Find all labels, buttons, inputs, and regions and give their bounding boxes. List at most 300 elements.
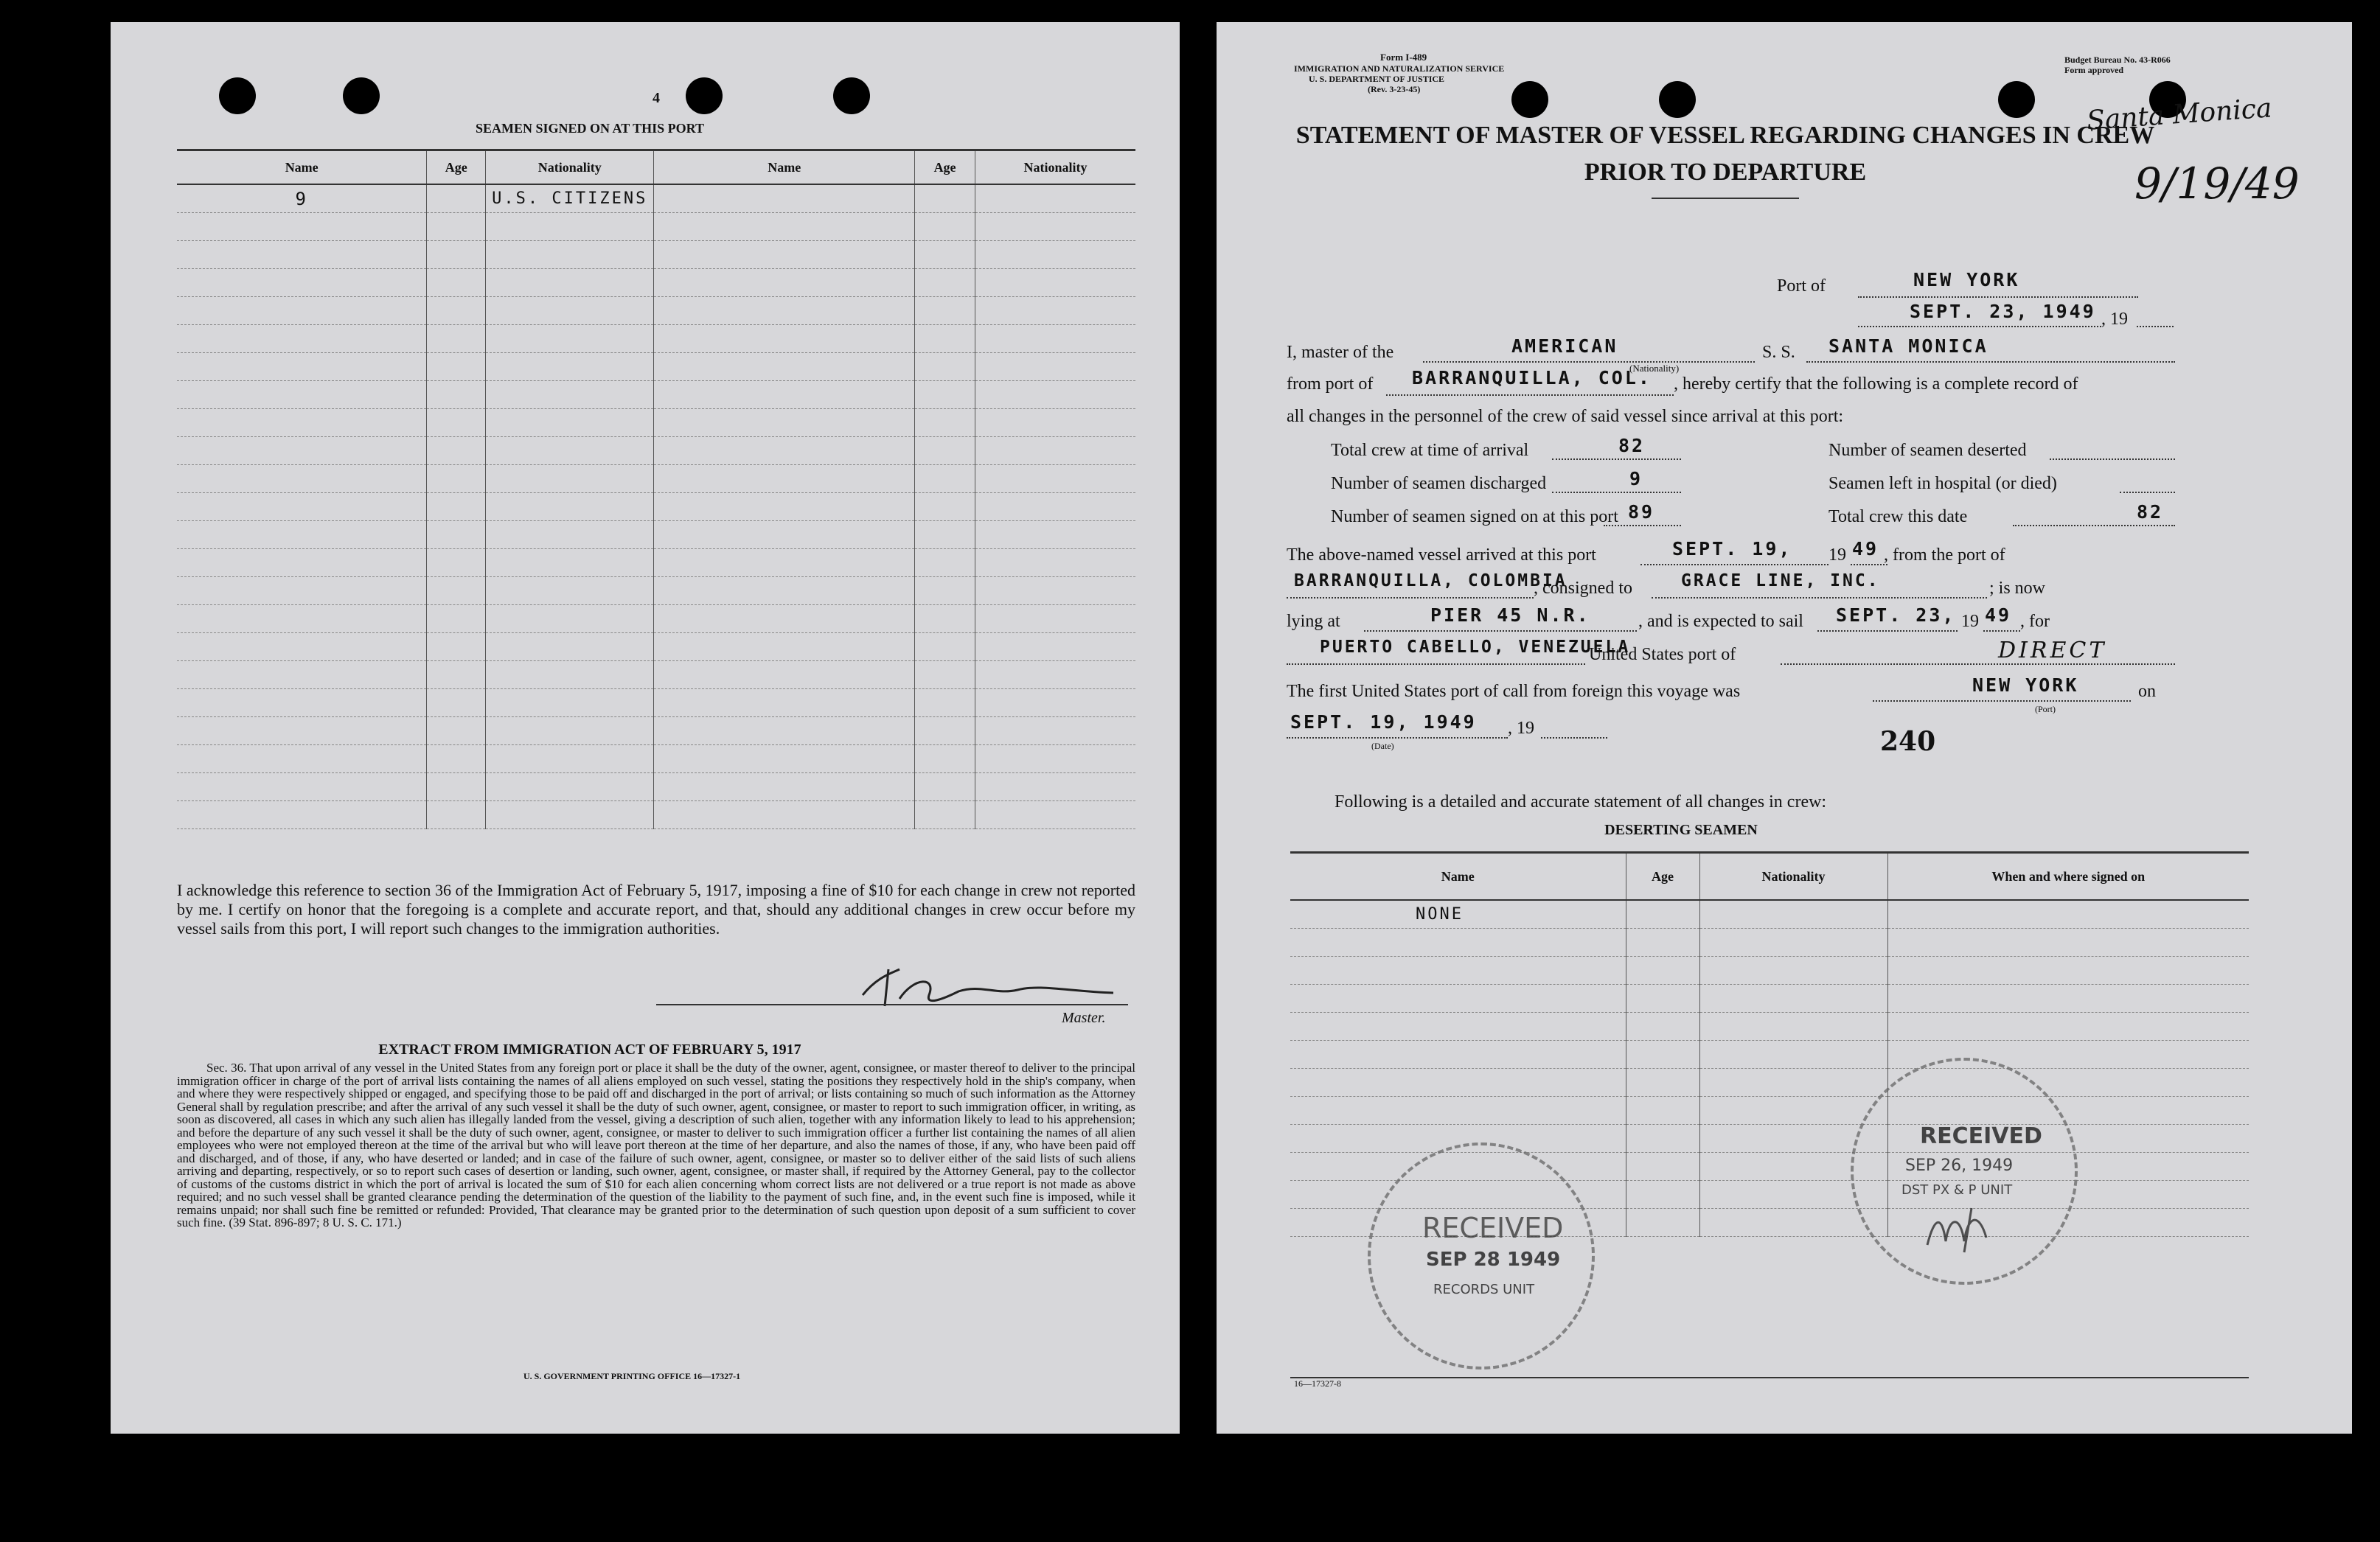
empty-cell <box>975 409 1135 437</box>
empty-cell <box>427 297 486 325</box>
empty-cell <box>177 213 427 241</box>
empty-cell <box>915 801 975 829</box>
discharged-value: 9 <box>1629 468 1643 489</box>
empty-cell <box>1699 1097 1887 1125</box>
empty-cell <box>1626 1125 1699 1153</box>
empty-cell <box>975 605 1135 633</box>
empty-cell <box>915 633 975 661</box>
empty-table-row <box>177 521 1135 549</box>
empty-cell <box>427 661 486 689</box>
sail-year-value: 49 <box>1985 604 2012 626</box>
empty-cell <box>654 325 915 353</box>
destination-value: PUERTO CABELLO, VENEZUELA <box>1320 638 1631 657</box>
col-age: Age <box>1626 853 1699 901</box>
field-line <box>1287 663 1585 665</box>
empty-cell <box>177 381 427 409</box>
port-of-label: Port of <box>1777 276 1826 296</box>
empty-cell <box>427 717 486 745</box>
lying-at-value: PIER 45 N.R. <box>1430 604 1590 626</box>
port-note: (Port) <box>2035 704 2056 714</box>
received-stamp <box>1851 1058 2078 1285</box>
us-port-value: DIRECT <box>1998 638 2107 663</box>
empty-table-row <box>1290 985 2249 1013</box>
empty-table-row <box>177 241 1135 269</box>
empty-cell <box>654 353 915 381</box>
deserting-heading: DESERTING SEAMEN <box>1604 822 1758 838</box>
table-row <box>1290 900 2249 929</box>
empty-table-row <box>177 465 1135 493</box>
empty-cell <box>1699 985 1887 1013</box>
empty-cell <box>177 409 427 437</box>
empty-cell <box>486 521 654 549</box>
bottom-rule <box>1290 1377 2249 1378</box>
cell-name: NONE <box>1290 900 1626 929</box>
empty-table-row <box>177 269 1135 297</box>
table-row <box>177 184 1135 213</box>
empty-cell <box>975 213 1135 241</box>
empty-cell <box>486 605 654 633</box>
field-line <box>1640 564 1829 565</box>
empty-cell <box>177 241 427 269</box>
empty-cell <box>975 577 1135 605</box>
received-stamp <box>1368 1142 1595 1370</box>
empty-cell <box>915 773 975 801</box>
empty-table-row <box>1290 1125 2249 1153</box>
budget-line: Budget Bureau No. 43-R066 <box>2064 55 2171 65</box>
empty-cell <box>915 605 975 633</box>
field-line <box>1552 458 1681 460</box>
empty-cell <box>177 801 427 829</box>
empty-cell <box>486 325 654 353</box>
empty-cell <box>915 689 975 717</box>
empty-cell <box>177 661 427 689</box>
field-line <box>1287 597 1534 599</box>
empty-cell <box>915 465 975 493</box>
field-line <box>1652 597 1987 599</box>
empty-cell <box>915 241 975 269</box>
empty-cell <box>427 577 486 605</box>
right-page <box>1217 22 2352 1434</box>
empty-cell <box>486 689 654 717</box>
empty-cell <box>1699 1013 1887 1041</box>
empty-table-row <box>177 661 1135 689</box>
stamp-line: DST PX & P UNIT <box>1901 1182 2013 1198</box>
empty-cell <box>975 325 1135 353</box>
field-line <box>1386 394 1674 396</box>
date-note: (Date) <box>1371 741 1394 751</box>
deserted-label: Number of seamen deserted <box>1829 441 2027 460</box>
handwritten-vessel: Santa Monica <box>2085 93 2273 136</box>
empty-cell <box>654 773 915 801</box>
expected-sail-label: , and is expected to sail <box>1638 612 1803 631</box>
empty-cell <box>427 325 486 353</box>
total-crew-arrival-value: 82 <box>1618 435 1646 456</box>
empty-table-row <box>177 801 1135 829</box>
total-crew-date-label: Total crew this date <box>1829 507 1968 526</box>
field-line <box>1873 700 2131 702</box>
empty-cell <box>177 689 427 717</box>
field-line <box>1423 361 1755 363</box>
empty-cell <box>915 297 975 325</box>
empty-cell <box>486 549 654 577</box>
col-nationality: Nationality <box>486 150 654 185</box>
empty-cell <box>975 241 1135 269</box>
stamp-number: 240 <box>1880 726 1936 757</box>
empty-cell <box>915 437 975 465</box>
master-of-label: I, master of the <box>1287 343 1394 362</box>
year-suffix: , 19 <box>2101 310 2128 329</box>
empty-table-row <box>1290 957 2249 985</box>
empty-cell <box>427 689 486 717</box>
us-port-label: United States port of <box>1589 645 1736 664</box>
empty-table-row <box>177 437 1135 465</box>
empty-table-row <box>177 549 1135 577</box>
empty-cell <box>915 521 975 549</box>
cell-age <box>1626 900 1699 929</box>
stamp-line: SEP 28 1949 <box>1426 1249 1561 1271</box>
col-when-where: When and where signed on <box>1887 853 2249 901</box>
empty-cell <box>975 297 1135 325</box>
col-age: Age <box>915 150 975 185</box>
empty-cell <box>975 745 1135 773</box>
empty-cell <box>1290 957 1626 985</box>
empty-cell <box>1626 957 1699 985</box>
empty-cell <box>915 353 975 381</box>
first-port-value: NEW YORK <box>1972 674 2079 696</box>
empty-cell <box>486 213 654 241</box>
empty-table-row <box>177 745 1135 773</box>
empty-cell <box>975 493 1135 521</box>
empty-cell <box>654 689 915 717</box>
empty-cell <box>654 437 915 465</box>
empty-cell <box>427 493 486 521</box>
budget-line: Form approved <box>2064 65 2124 75</box>
punch-hole <box>343 77 380 114</box>
empty-cell <box>177 605 427 633</box>
agency-line: IMMIGRATION AND NATURALIZATION SERVICE <box>1294 63 1505 74</box>
empty-table-row <box>1290 929 2249 957</box>
col-nationality: Nationality <box>975 150 1135 185</box>
empty-cell <box>177 745 427 773</box>
field-line <box>1552 492 1681 493</box>
empty-cell <box>177 325 427 353</box>
extract-title: EXTRACT FROM IMMIGRATION ACT OF FEBRUARY 5, 1917 <box>378 1042 801 1058</box>
empty-cell <box>654 213 915 241</box>
empty-cell <box>427 213 486 241</box>
empty-cell <box>427 437 486 465</box>
empty-table-row <box>177 353 1135 381</box>
empty-cell <box>975 717 1135 745</box>
empty-cell <box>654 745 915 773</box>
master-label: Master. <box>1062 1010 1106 1026</box>
empty-cell <box>1887 1013 2249 1041</box>
empty-cell <box>427 241 486 269</box>
empty-cell <box>427 381 486 409</box>
empty-table-row <box>177 213 1135 241</box>
empty-cell <box>1626 1153 1699 1181</box>
field-line <box>2120 492 2175 493</box>
empty-cell <box>975 381 1135 409</box>
for-label: , for <box>2020 612 2050 631</box>
empty-cell <box>654 241 915 269</box>
sail-date-value: SEPT. 23, <box>1836 604 1956 626</box>
empty-cell <box>427 633 486 661</box>
empty-cell <box>1626 1013 1699 1041</box>
empty-cell <box>427 773 486 801</box>
extract-text: Sec. 36. That upon arrival of any vessel in the United States from any foreign port or place it shall be the duty of the owner, agent, consignee, or master thereof to deliver to the principal immigration officer in charge of the port of arrival lists containing the names of all aliens employed on such vessel, stating the positions they respectively hold in the ship's company, when and where they were respectively shipped or engaged, and specifying those to be paid off and discharged in the port of arrival; or lists containing so much of such information as the Attorney General shall by regulation prescribe; and after the arrival of any such vessel it shall be the duty of such owner, agent, consignee, or master to report to such immigration officer, in writing, as soon as discovered, all cases in which any such alien has illegally landed from the vessel, giving a description of such alien, together with any information likely to lead to his apprehension; and before the departure of any such vessel it shall be the duty of such owner, agent, consignee, or master to deliver to such immigration officer a further list containing the names of all alien employees who were not employed thereon at the time of the arrival but who will leave port thereon at the time of her departure, and also the names of those, if any, who have been paid off and discharged, and of those, if any, who have deserted or landed; and in case of the failure of such owner, agent, consignee, or master so to deliver either of the said lists of such aliens arriving and departing, respectively, or so to report such cases of desertion or landing, such owner, agent, consignee, or master shall, if required by the Attorney General, pay to the collector of customs of the customs district in which the port of arrival is located the sum of $10 for each alien concerning whom correct lists are not delivered or a true report is not made as above required; and no such vessel shall be granted clearance pending the determination of the question of the liability to the payment of such fine, and, in the event such fine is imposed, while it remains unpaid; nor shall such fine be remitted or refunded: Provided, That clearance may be granted prior to the determination of such question upon deposit of a sum sufficient to cover such fine. (39 Stat. 896-897; 8 U. S. C. 171.) <box>177 1061 1135 1229</box>
from-the-port-label: , from the port of <box>1884 545 2005 565</box>
field-line <box>1851 564 1887 565</box>
arrived-date-value: SEPT. 19, <box>1672 538 1792 559</box>
empty-cell <box>654 381 915 409</box>
arrived-year-value: 49 <box>1852 538 1879 559</box>
empty-cell <box>654 297 915 325</box>
empty-cell <box>1290 1013 1626 1041</box>
empty-cell <box>1290 1041 1626 1069</box>
empty-cell <box>975 521 1135 549</box>
empty-table-row <box>177 577 1135 605</box>
empty-cell <box>654 493 915 521</box>
empty-cell <box>1699 929 1887 957</box>
empty-cell <box>427 465 486 493</box>
field-line <box>1817 630 1958 632</box>
empty-cell <box>486 801 654 829</box>
empty-cell <box>915 493 975 521</box>
empty-cell <box>654 717 915 745</box>
lying-at-label: lying at <box>1287 612 1340 631</box>
empty-cell <box>915 325 975 353</box>
empty-table-row <box>177 605 1135 633</box>
empty-cell <box>975 437 1135 465</box>
empty-cell <box>1887 985 2249 1013</box>
empty-cell <box>486 269 654 297</box>
empty-cell <box>1290 929 1626 957</box>
empty-cell <box>1626 1069 1699 1097</box>
col-name: Name <box>177 150 427 185</box>
empty-cell <box>1290 1069 1626 1097</box>
empty-cell <box>486 353 654 381</box>
all-changes-label: all changes in the personnel of the crew of said vessel since arrival at this port: <box>1287 407 1844 426</box>
signed-on-label: Number of seamen signed on at this port <box>1331 507 1618 526</box>
empty-table-row <box>1290 1013 2249 1041</box>
from-port-value: BARRANQUILLA, COL. <box>1412 367 1652 388</box>
total-crew-date-value: 82 <box>2137 501 2164 523</box>
form-subtitle: PRIOR TO DEPARTURE <box>1584 158 1867 186</box>
empty-cell <box>915 549 975 577</box>
empty-cell <box>975 773 1135 801</box>
empty-cell <box>486 437 654 465</box>
vessel-value: SANTA MONICA <box>1829 335 1988 357</box>
empty-table-row <box>177 381 1135 409</box>
empty-cell <box>1626 1097 1699 1125</box>
on-label: on <box>2138 682 2156 701</box>
empty-cell <box>975 801 1135 829</box>
page-number: 4 <box>653 90 660 106</box>
empty-cell <box>654 521 915 549</box>
agency-line: (Rev. 3-23-45) <box>1368 84 1421 94</box>
empty-cell <box>177 549 427 577</box>
empty-cell <box>1626 1041 1699 1069</box>
empty-cell <box>975 353 1135 381</box>
empty-cell <box>1699 1069 1887 1097</box>
empty-cell <box>1699 957 1887 985</box>
field-line <box>1858 296 2138 298</box>
left-page <box>111 22 1180 1434</box>
empty-cell <box>975 689 1135 717</box>
empty-cell <box>915 717 975 745</box>
empty-table-row <box>177 409 1135 437</box>
discharged-label: Number of seamen discharged <box>1331 474 1547 493</box>
nationality-note: (Nationality) <box>1629 363 1680 374</box>
empty-cell <box>427 549 486 577</box>
field-line <box>1983 630 2020 632</box>
empty-cell <box>975 465 1135 493</box>
field-line <box>1604 525 1681 526</box>
empty-cell <box>177 353 427 381</box>
punch-hole <box>1511 81 1548 118</box>
cell-age <box>915 184 975 213</box>
agency-line: U. S. DEPARTMENT OF JUSTICE <box>1309 74 1445 84</box>
arrived-label: The above-named vessel arrived at this port <box>1287 545 1596 565</box>
consignee-value: GRACE LINE, INC. <box>1681 571 1880 590</box>
handwritten-date: 9/19/49 <box>2134 158 2300 209</box>
empty-table-row <box>1290 1041 2249 1069</box>
empty-cell <box>427 269 486 297</box>
empty-cell <box>177 493 427 521</box>
empty-cell <box>975 269 1135 297</box>
consigned-label: , consigned to <box>1534 579 1632 598</box>
year-suffix: , 19 <box>1508 719 1534 738</box>
punch-hole <box>1998 81 2035 118</box>
field-line <box>1541 737 1607 739</box>
hereby-label: , hereby certify that the following is a complete record of <box>1674 374 2078 394</box>
empty-cell <box>177 577 427 605</box>
empty-cell <box>177 521 427 549</box>
field-line <box>2013 525 2175 526</box>
empty-cell <box>915 661 975 689</box>
is-now-label: ; is now <box>1989 579 2046 598</box>
empty-cell <box>975 549 1135 577</box>
from-port-full-value: BARRANQUILLA, COLOMBIA <box>1294 571 1567 590</box>
col-nationality: Nationality <box>1699 853 1887 901</box>
empty-cell <box>486 241 654 269</box>
empty-table-row <box>177 297 1135 325</box>
empty-cell <box>177 269 427 297</box>
punch-hole <box>833 77 870 114</box>
year-prefix: 19 <box>1961 612 1979 631</box>
empty-cell <box>654 409 915 437</box>
empty-cell <box>654 269 915 297</box>
empty-cell <box>1626 1209 1699 1237</box>
empty-cell <box>486 465 654 493</box>
nationality-value: AMERICAN <box>1511 335 1618 357</box>
empty-cell <box>654 801 915 829</box>
empty-cell <box>427 521 486 549</box>
printer-line: 16—17327-8 <box>1294 1378 1341 1389</box>
empty-cell <box>177 717 427 745</box>
hospital-label: Seamen left in hospital (or died) <box>1829 474 2057 493</box>
empty-cell <box>915 381 975 409</box>
empty-cell <box>1699 1041 1887 1069</box>
empty-cell <box>1887 957 2249 985</box>
field-line <box>1858 326 2101 327</box>
empty-cell <box>1626 985 1699 1013</box>
signature-line <box>656 1004 1128 1005</box>
cell-name <box>654 184 915 213</box>
empty-cell <box>486 633 654 661</box>
cell-nationality: U.S. CITIZENS <box>486 184 654 213</box>
empty-cell <box>177 465 427 493</box>
empty-cell <box>177 297 427 325</box>
stamp-line: RECEIVED <box>1422 1212 1564 1244</box>
col-name: Name <box>1290 853 1626 901</box>
first-port-date-value: SEPT. 19, 1949 <box>1290 711 1477 733</box>
empty-cell <box>1887 929 2249 957</box>
col-age: Age <box>427 150 486 185</box>
empty-table-row <box>177 689 1135 717</box>
col-name: Name <box>654 150 915 185</box>
empty-table-row <box>177 717 1135 745</box>
printer-line: U. S. GOVERNMENT PRINTING OFFICE 16—17327-1 <box>523 1371 741 1381</box>
empty-cell <box>427 801 486 829</box>
empty-cell <box>654 577 915 605</box>
empty-cell <box>1626 1181 1699 1209</box>
title-rule <box>1652 198 1799 199</box>
stamp-line: RECEIVED <box>1920 1123 2042 1149</box>
empty-cell <box>177 773 427 801</box>
signed-on-heading: SEAMEN SIGNED ON AT THIS PORT <box>476 121 704 136</box>
field-line <box>1781 663 2175 665</box>
empty-table-row <box>1290 1069 2249 1097</box>
empty-cell <box>486 297 654 325</box>
empty-cell <box>915 213 975 241</box>
cell-nationality <box>1699 900 1887 929</box>
ss-label: S. S. <box>1762 343 1795 362</box>
stamp-line: SEP 26, 1949 <box>1905 1156 2014 1175</box>
punch-hole <box>219 77 256 114</box>
date-value: SEPT. 23, 1949 <box>1910 301 2096 322</box>
following-label: Following is a detailed and accurate statement of all changes in crew: <box>1335 792 1827 812</box>
form-title: STATEMENT OF MASTER OF VESSEL REGARDING CHANGES IN CREW <box>1295 122 2155 149</box>
empty-cell <box>486 717 654 745</box>
empty-cell <box>486 493 654 521</box>
empty-cell <box>486 773 654 801</box>
empty-cell <box>915 409 975 437</box>
empty-cell <box>427 409 486 437</box>
stamp-line: RECORDS UNIT <box>1433 1282 1535 1297</box>
signed-on-table <box>177 149 1135 829</box>
empty-cell <box>1290 1097 1626 1125</box>
cell-when-where <box>1887 900 2249 929</box>
field-line <box>2137 326 2174 327</box>
empty-cell <box>654 465 915 493</box>
field-line <box>1806 361 2175 363</box>
punch-hole <box>1659 81 1696 118</box>
empty-table-row <box>177 633 1135 661</box>
empty-cell <box>654 605 915 633</box>
empty-cell <box>486 409 654 437</box>
cell-name: 9 <box>177 184 427 213</box>
empty-cell <box>427 745 486 773</box>
from-port-label: from port of <box>1287 374 1374 394</box>
punch-hole <box>686 77 723 114</box>
empty-cell <box>915 577 975 605</box>
empty-table-row <box>177 493 1135 521</box>
empty-table-row <box>177 773 1135 801</box>
empty-cell <box>654 661 915 689</box>
empty-cell <box>975 661 1135 689</box>
acknowledgment-text: I acknowledge this reference to section 36 of the Immigration Act of February 5, 1917, imposing a fine of $10 for each change in crew not reported by me. I certify on honor that the foregoing is a complete and accurate report, and that, should any additional changes in crew occur before my vessel sails from this port, I will report such changes to the immigration authorities. <box>177 881 1135 938</box>
